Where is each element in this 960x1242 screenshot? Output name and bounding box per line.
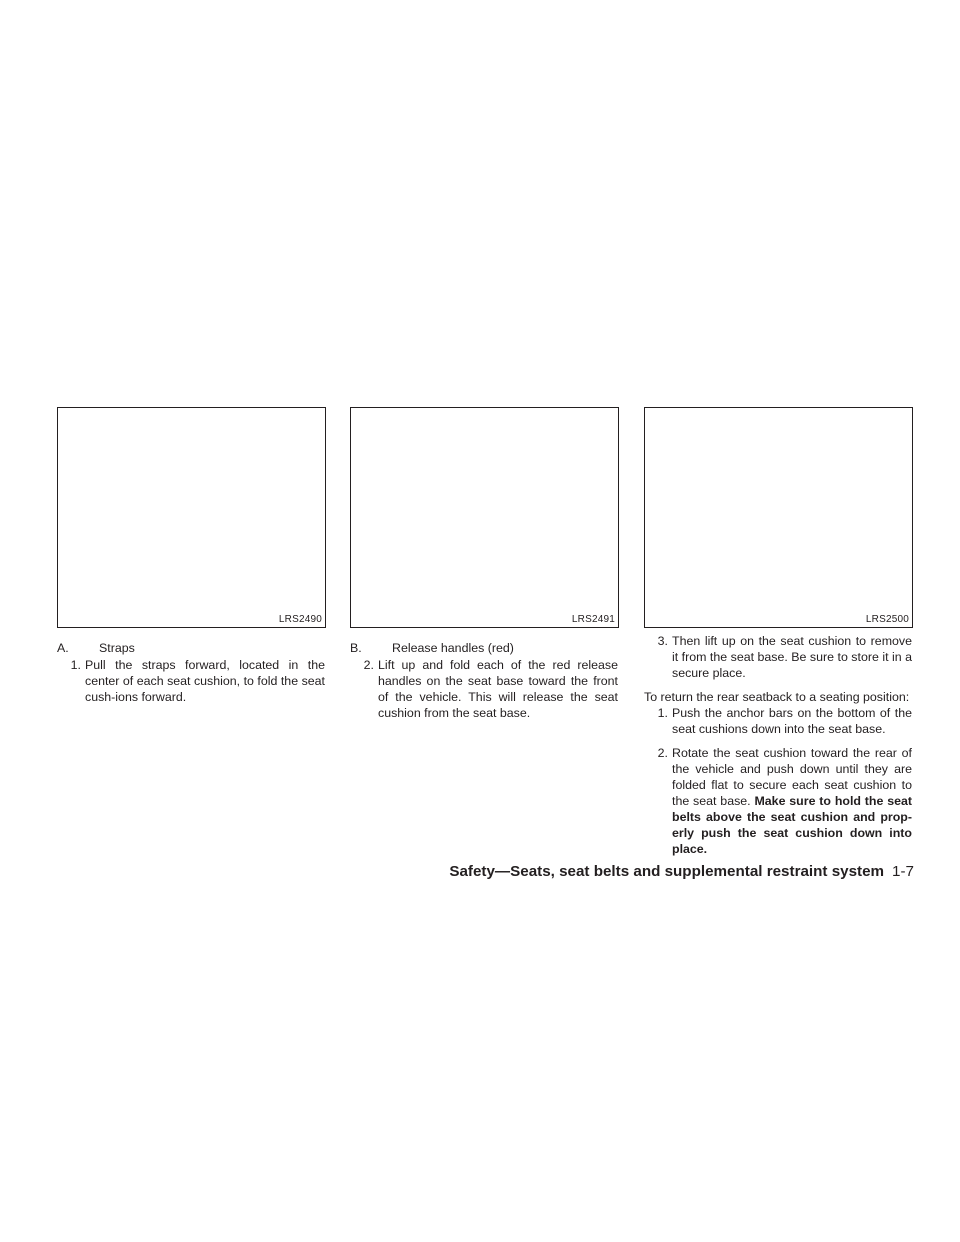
step-number: 1. xyxy=(70,658,81,672)
step-text: Pull the straps forward, located in the center of each seat cushion, to fold the seat cush-ions forward. xyxy=(85,658,325,704)
step-1 xyxy=(57,657,325,705)
figure-code: LRS2490 xyxy=(278,614,322,625)
column-1 xyxy=(57,640,325,705)
legend-text: Release handles (red) xyxy=(392,641,514,655)
figure-release-handles xyxy=(350,407,619,628)
legend-key: A. xyxy=(57,641,69,655)
step-text: Rotate the seat cushion toward the rear of the vehicle and push down until they are folded flat to secure each seat cushion to the seat base. xyxy=(672,746,912,808)
return-step-1 xyxy=(644,705,912,737)
step-text: Then lift up on the seat cushion to remove it from the seat base. Be sure to store it in a secure place. xyxy=(672,634,912,680)
return-step-2 xyxy=(644,745,912,857)
figure-legend xyxy=(57,640,325,656)
figure-code: LRS2491 xyxy=(571,614,615,625)
figure-lift-cushion xyxy=(644,407,913,628)
section-title: Safety—Seats, seat belts and supplemental restraint system xyxy=(449,863,885,880)
step-number: 3. xyxy=(657,634,668,648)
step-text: Push the anchor bars on the bottom of the seat cushions down into the seat base. xyxy=(672,706,912,736)
figure-straps xyxy=(57,407,326,628)
step-warning: Make sure to hold the seat belts above the seat cushion and prop-erly push the seat cushion down into place. xyxy=(672,794,913,856)
legend-key: B. xyxy=(350,641,362,655)
step-text: Lift up and fold each of the red release handles on the seat base toward the front of the vehicle. This will release the seat cushion from the seat base. xyxy=(378,658,618,720)
return-intro: To return the rear seatback to a seating position: xyxy=(644,690,910,704)
step-2 xyxy=(350,657,618,721)
column-2 xyxy=(350,640,618,721)
column-3 xyxy=(644,633,912,857)
page-number: 1-7 xyxy=(892,863,914,880)
step-3 xyxy=(644,633,912,681)
step-number: 2. xyxy=(363,658,374,672)
figure-code: LRS2500 xyxy=(865,614,909,625)
page-footer xyxy=(449,862,914,882)
step-number: 1. xyxy=(657,706,668,720)
step-text-wrapper xyxy=(672,745,912,857)
legend-text: Straps xyxy=(99,641,135,655)
figure-legend xyxy=(350,640,618,656)
step-number: 2. xyxy=(657,746,668,760)
